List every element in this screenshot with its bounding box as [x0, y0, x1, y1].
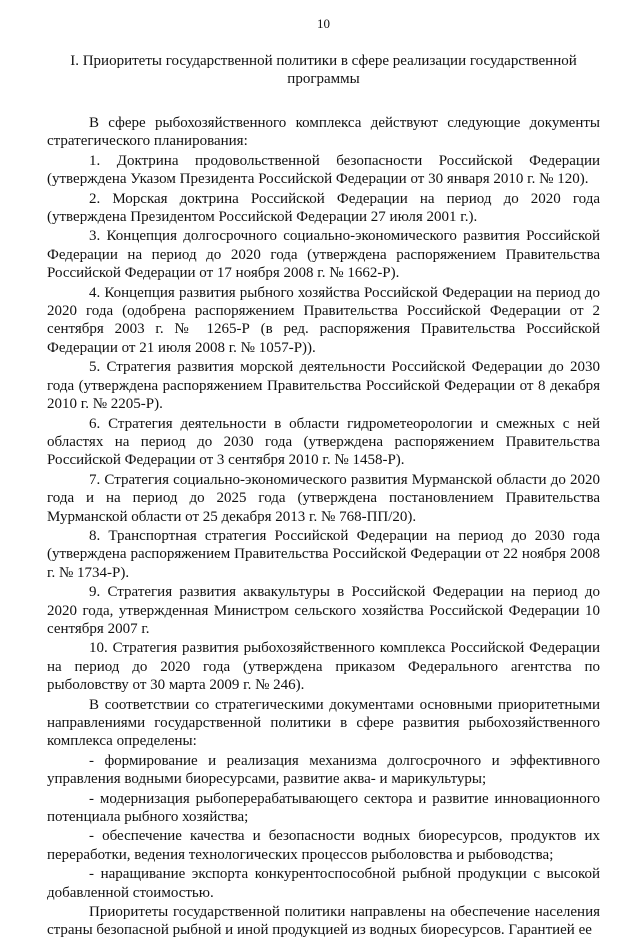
list-item-doctrine-food-security: 1. Доктрина продовольственной безопасности Российской Федерации (утверждена Указом Президента Российской Федерации от 30 января 2010 г. № 120). [47, 152, 600, 188]
list-item-fisheries-concept: 4. Концепция развития рыбного хозяйства Российской Федерации на период до 2020 года (одобрена распоряжением Правительства Российской Федерации от 2 сентября 2003 г. № 1265-Р (в ред. распоряжения Правительства Российской Федерации от 21 июля 2008 г. № 1057-Р)). [47, 284, 600, 356]
bullet-item-resource-management: - формирование и реализация механизма долгосрочного и эффективного управления водными биоресурсами, развитие аква- и марикультуры; [47, 752, 600, 788]
page-number: 10 [317, 16, 330, 31]
list-item-aquaculture-strategy: 9. Стратегия развития аквакультуры в Российской Федерации на период до 2020 года, утвержденная Министром сельского хозяйства Российской Федерации 10 сентября 2007 г. [47, 584, 600, 637]
list-item-maritime-doctrine: 2. Морская доктрина Российской Федерации на период до 2020 года (утверждена Президентом Российской Федерации 27 июля 2001 г.). [47, 190, 600, 226]
list-item-hydrometeorology-strategy: 6. Стратегия деятельности в области гидрометеорологии и смежных с ней областях на период до 2030 года (утверждена распоряжением Правительства Российской Федерации от 3 сентября 2010 г. № 1458-Р). [47, 415, 600, 469]
body-text [47, 114, 600, 940]
paragraph-policy-priorities: Приоритеты государственной политики направлены на обеспечение населения страны безопасной рыбной и иной продукцией из водных биоресурсов. Гарантией ее [47, 904, 600, 939]
list-item-murmansk-strategy: 7. Стратегия социально-экономического развития Мурманской области до 2020 года и на период до 2025 года (утверждена постановлением Правительства Мурманской области от 25 декабря 2013 г. № 768-ПП/20). [47, 471, 600, 525]
list-item-fisheries-complex-strategy: 10. Стратегия развития рыбохозяйственного комплекса Российской Федерации на период до 2020 года (утверждена приказом Федерального агентства по рыболовству от 30 марта 2009 г. № 246). [47, 640, 600, 694]
list-item-transport-strategy: 8. Транспортная стратегия Российской Федерации на период до 2030 года (утверждена распоряжением Правительства Российской Федерации от 22 ноября 2008 г. № 1734-Р). [47, 527, 600, 581]
document-page [47, 0, 600, 940]
list-item-long-term-concept: 3. Концепция долгосрочного социально-экономического развития Российской Федерации на период до 2020 года (утверждена распоряжением Правительства Российской Федерации от 17 ноября 2008 г. № 1662-Р). [47, 228, 600, 282]
bullet-item-modernization: - модернизация рыбоперерабатывающего сектора и развитие инновационного потенциала рыбного хозяйства; [47, 790, 600, 826]
bullet-item-export: - наращивание экспорта конкурентоспособной рыбной продукции с высокой добавленной стоимостью. [47, 866, 600, 901]
paragraph-intro: В сфере рыбохозяйственного комплекса действуют следующие документы стратегического планирования: [47, 115, 600, 150]
bullet-item-quality-safety: - обеспечение качества и безопасности водных биоресурсов, продуктов их переработки, ведения технологических процессов рыболовства и рыбоводства; [47, 828, 600, 863]
section-title: I. Приоритеты государственной политики в сфере реализации государственной программы [70, 53, 577, 87]
paragraph-priorities-intro: В соответствии со стратегическими документами основными приоритетными направлениями государственной политики в сфере развития рыбохозяйственного комплекса определены: [47, 696, 600, 750]
list-item-maritime-strategy: 5. Стратегия развития морской деятельности Российской Федерации до 2030 года (утверждена распоряжением Правительства Российской Федерации от 8 декабря 2010 г. № 2205-Р). [47, 359, 600, 413]
